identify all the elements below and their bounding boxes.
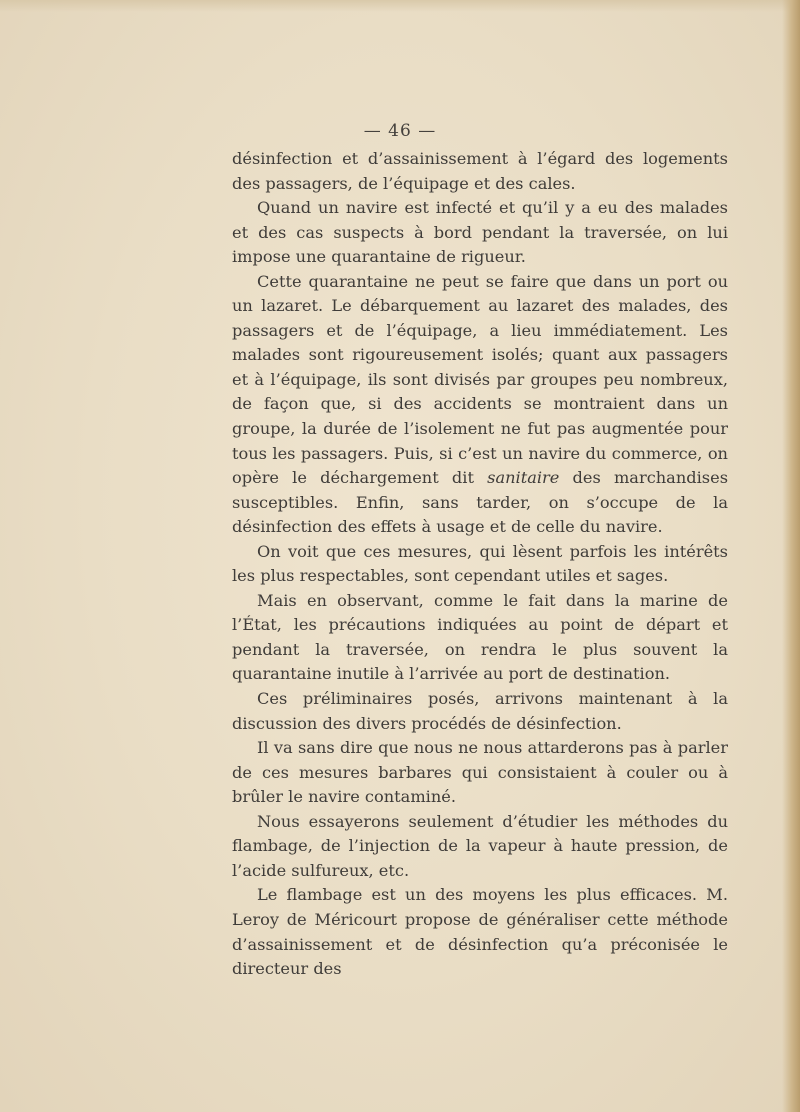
top-page-edge xyxy=(0,0,800,12)
page-number: — 46 — xyxy=(363,121,437,141)
paragraph-4: On voit que ces mesures, qui lèsent parfois les intérêts les plus respectables, sont cependant utiles et sages. xyxy=(232,541,728,586)
right-page-edge xyxy=(782,0,800,1112)
paragraph-5: Mais en observant, comme le fait dans la marine de l’État, les précautions indiquées au point de départ et pendant la traversée, on rendra le plus souvent la quarantaine inutile à l’arrivée au port de destination. xyxy=(232,590,728,684)
paragraph-6: Ces préliminaires posés, arrivons maintenant à la discussion des divers procédés de désinfection. xyxy=(232,689,728,733)
paragraph-3 xyxy=(232,270,728,540)
paragraph-1: désinfection et d’assainissement à l’égard des logements des passagers, de l’équipage et des cales. xyxy=(232,149,728,193)
paragraph-8: Nous essayerons seulement d’étudier les méthodes du flambage, de l’injection de la vapeur à haute pression, de l’acide sulfureux, etc. xyxy=(232,811,728,880)
paragraph-3-text-before: Cette quarantaine ne peut se faire que dans un port ou un lazaret. Le débarquement au lazaret des malades, des passagers et de l’équipage, a lieu immédiatement. Les malades sont rigoureusement isolés; quant aux passagers et à l’équipage, ils sont divisés par groupes peu nombreux, de façon que, si des accidents se montraient dans un groupe, la durée de l’isolement ne fut pas augmentée pour tous les passagers. Puis, si c’est un navire du commerce, on opère le déchargement dit xyxy=(232,271,728,488)
paragraph-9: Le flambage est un des moyens les plus efficaces. M. Leroy de Méricourt propose de généraliser cette méthode d’assainissement et de désinfection qu’a préconisée le directeur des xyxy=(232,885,728,979)
paragraph-3-text-after: des marchandises susceptibles. Enfin, sans tarder, on s’occupe de la désinfection des effets à usage et de celle du navire. xyxy=(232,468,728,537)
italic-term-sanitaire: sanitaire xyxy=(487,468,560,488)
body-text xyxy=(232,147,728,982)
paragraph-2: Quand un navire est infecté et qu’il y a eu des malades et des cas suspects à bord pendant la traversée, on lui impose une quarantaine de rigueur. xyxy=(232,198,728,267)
paragraph-7: Il va sans dire que nous ne nous attarderons pas à parler de ces mesures barbares qui consistaient à couler ou à brûler le navire contaminé. xyxy=(232,738,728,807)
